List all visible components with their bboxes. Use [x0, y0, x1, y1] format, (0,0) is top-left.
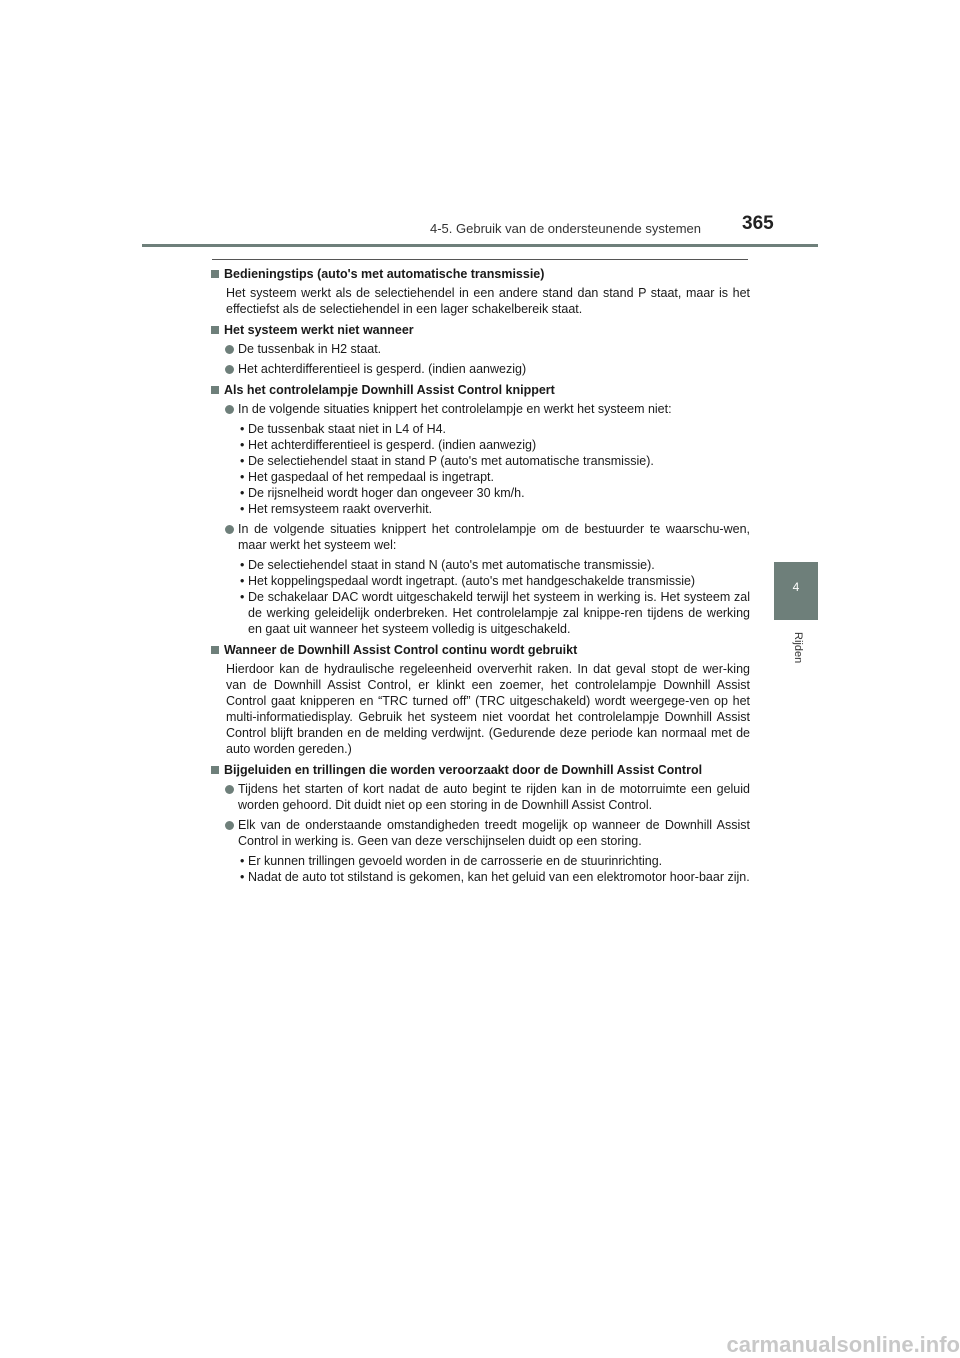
- sub-list-item-text: Het koppelingspedaal wordt ingetrapt. (auto's met handgeschakelde transmissie): [248, 574, 696, 588]
- list-item: [210, 817, 750, 849]
- chapter-number: 4: [792, 580, 800, 594]
- dot-bullet-icon: •: [240, 870, 245, 884]
- list-item: [210, 521, 750, 553]
- dot-bullet-icon: •: [240, 486, 245, 500]
- sub-list-item-text: Er kunnen trillingen gevoeld worden in de carrosserie en de stuurinrichting.: [248, 854, 663, 868]
- list-item-text: Elk van de onderstaande omstandigheden treedt mogelijk op wanneer de Downhill Assist Control in werking is. Geen van deze verschijnselen duidt op een storing.: [238, 818, 750, 848]
- circle-bullet-icon: [225, 365, 234, 374]
- sub-list-item-text: Het gaspedaal of het rempedaal is ingetrapt.: [248, 470, 494, 484]
- dot-bullet-icon: •: [240, 574, 245, 588]
- list-item-text: Het achterdifferentieel is gesperd. (indien aanwezig): [238, 362, 527, 376]
- circle-bullet-icon: [225, 785, 234, 794]
- sub-list-item: [210, 501, 750, 517]
- page-number: 365: [742, 213, 774, 234]
- header-section-title: 4-5. Gebruik van de ondersteunende systemen: [430, 221, 702, 236]
- page-content: [210, 266, 750, 890]
- content-top-rule: [212, 259, 748, 260]
- sub-list: [210, 421, 750, 517]
- section-title: [210, 266, 750, 282]
- sub-list-item: [210, 485, 750, 501]
- sub-list-item-text: De selectiehendel staat in stand P (auto's met automatische transmissie).: [248, 454, 654, 468]
- dot-bullet-icon: •: [240, 558, 245, 572]
- circle-bullet-icon: [225, 405, 234, 414]
- section-continu-gebruikt: [210, 642, 750, 757]
- section-title: [210, 322, 750, 338]
- section-controlelampje-knippert: [210, 382, 750, 637]
- section-title-text: Het systeem werkt niet wanneer: [224, 323, 414, 337]
- circle-bullet-icon: [225, 821, 234, 830]
- sub-list-item: [210, 421, 750, 437]
- sub-list-item-text: De selectiehendel staat in stand N (auto's met automatische transmissie).: [248, 558, 655, 572]
- square-bullet-icon: [211, 646, 219, 654]
- dot-bullet-icon: •: [240, 422, 245, 436]
- sub-list-item: [210, 573, 750, 589]
- watermark: carmanualsonline.info: [726, 1332, 960, 1357]
- header-divider: [142, 244, 818, 247]
- list-item: [210, 401, 750, 417]
- section-title: [210, 642, 750, 658]
- sub-list-item: [210, 589, 750, 637]
- list-item-text: In de volgende situaties knippert het controlelampje en werkt het systeem niet:: [238, 402, 672, 416]
- dot-bullet-icon: •: [240, 454, 245, 468]
- sub-list-item-text: Nadat de auto tot stilstand is gekomen, kan het geluid van een elektromotor hoor-baar zijn.: [248, 870, 750, 884]
- dot-bullet-icon: •: [240, 470, 245, 484]
- list-item-text: In de volgende situaties knippert het controlelampje om de bestuurder te waarschu-wen, maar werkt het systeem wel:: [238, 522, 750, 552]
- list-item: [210, 781, 750, 813]
- section-paragraph: Hierdoor kan de hydraulische regeleenheid oververhit raken. In dat geval stopt de wer-king van de Downhill Assist Control, er klinkt een zoemer, het controlelampje Downhill Assist Control gaat knipperen en “TRC turned off” (TRC uitgeschakeld) wordt weergege-ven op het multi-informatiedisplay. Gebruik het systeem niet voordat het controlelampje Downhill Assist Control blijft branden en de melding verdwijnt. (Gedurende deze periode kan normaal met de auto worden gereden.): [226, 662, 750, 756]
- dot-bullet-icon: •: [240, 502, 245, 516]
- section-systeem-werkt-niet: [210, 322, 750, 377]
- sub-list: [210, 557, 750, 637]
- dot-bullet-icon: •: [240, 438, 245, 452]
- square-bullet-icon: [211, 766, 219, 774]
- sub-list-item: [210, 853, 750, 869]
- square-bullet-icon: [211, 386, 219, 394]
- section-paragraph: Het systeem werkt als de selectiehendel in een andere stand dan stand P staat, maar is het effectiefst als de selectiehendel in een lager schakelbereik staat.: [226, 286, 750, 316]
- sub-list-item: [210, 437, 750, 453]
- section-title-text: Wanneer de Downhill Assist Control continu wordt gebruikt: [224, 643, 578, 657]
- section-bijgeluiden-trillingen: [210, 762, 750, 885]
- sub-list-item: [210, 557, 750, 573]
- section-bedieningstips: [210, 266, 750, 317]
- circle-bullet-icon: [225, 525, 234, 534]
- chapter-label: Rijden: [792, 632, 804, 664]
- dot-bullet-icon: •: [240, 854, 245, 868]
- sub-list-item: [210, 453, 750, 469]
- section-title-text: Als het controlelampje Downhill Assist Control knippert: [224, 383, 555, 397]
- list-item-text: Tijdens het starten of kort nadat de auto begint te rijden kan in de motorruimte een geluid worden gehoord. Dit duidt niet op een storing in de Downhill Assist Control.: [238, 782, 750, 812]
- section-title-text: Bedieningstips (auto's met automatische transmissie): [224, 267, 545, 281]
- sub-list: [210, 853, 750, 885]
- section-title: [210, 762, 750, 778]
- sub-list-item: [210, 869, 750, 885]
- sub-list-item-text: De rijsnelheid wordt hoger dan ongeveer 30 km/h.: [248, 486, 525, 500]
- circle-bullet-icon: [225, 345, 234, 354]
- sub-list-item-text: Het achterdifferentieel is gesperd. (indien aanwezig): [248, 438, 537, 452]
- sub-list-item-text: Het remsysteem raakt oververhit.: [248, 502, 433, 516]
- list-item: [210, 361, 750, 377]
- sub-list-item: [210, 469, 750, 485]
- square-bullet-icon: [211, 326, 219, 334]
- list-item-text: De tussenbak in H2 staat.: [238, 342, 382, 356]
- dot-bullet-icon: •: [240, 590, 245, 604]
- square-bullet-icon: [211, 270, 219, 278]
- sub-list-item-text: De tussenbak staat niet in L4 of H4.: [248, 422, 447, 436]
- list-item: [210, 341, 750, 357]
- section-title-text: Bijgeluiden en trillingen die worden veroorzaakt door de Downhill Assist Control: [224, 763, 703, 777]
- section-title: [210, 382, 750, 398]
- sub-list-item-text: De schakelaar DAC wordt uitgeschakeld terwijl het systeem in werking is. Het systeem zal de werking geleidelijk onderbreken. Het controlelampje zal knippe-ren tijdens de werking en gaat uit wanneer het systeem volledig is uitgeschakeld.: [248, 590, 750, 636]
